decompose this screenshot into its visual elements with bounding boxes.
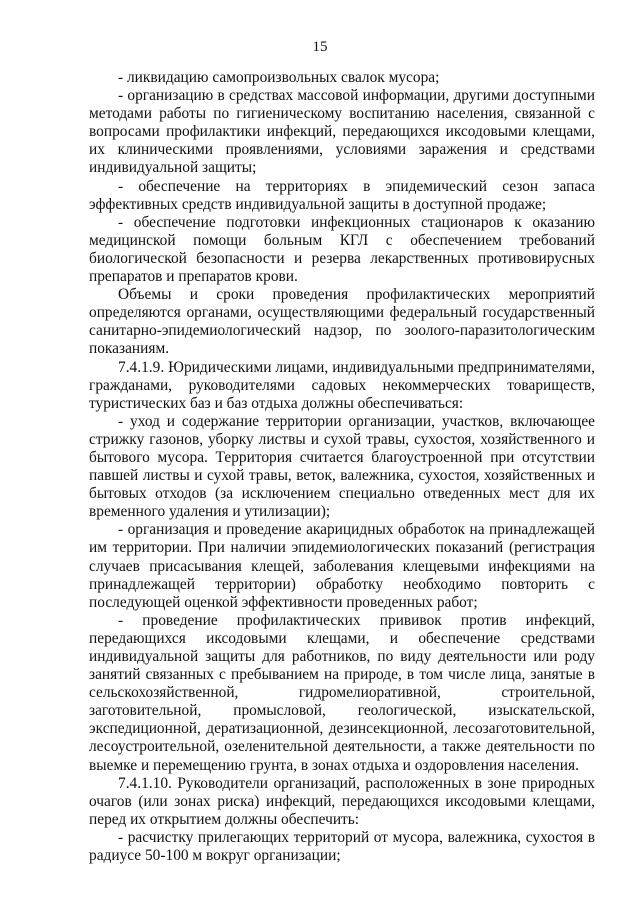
- paragraph-media-education: - организацию в средствах массовой информации, другими доступными методами работы по гигиеническому воспитанию населения, связанной с вопросами профилактики инфекций, передающихся иксодовыми клещами, их клиническими проявлениями, условиями заражения и средствами индивидуальной защиты;: [89, 87, 595, 177]
- paragraph-hospital-preparation: - обеспечение подготовки инфекционных стационаров к оказанию медицинской помощи больным КГЛ с обеспечением требований биологической безопасности и резерва лекарственных противовирусных препаратов и препаратов крови.: [89, 213, 595, 286]
- paragraph-section-7-4-1-9: 7.4.1.9. Юридическими лицами, индивидуальными предпринимателями, гражданами, руководителями садовых некоммерческих товариществ, туристических баз и баз отдыха должны обеспечиваться:: [89, 358, 595, 412]
- paragraph-volumes-terms: Объемы и сроки проведения профилактических мероприятий определяются органами, осуществляющими федеральный государственный санитарно-эпидемиологический надзор, по зоолого-паразитологическим показаниям.: [89, 286, 595, 358]
- paragraph-acaricide-treatment: - организация и проведение акарицидных обработок на принадлежащей им территории. При наличии эпидемиологических показаний (регистрация случаев присасывания клещей, заболевания клещевыми инфекциями на принадлежащей территории) обработку необходимо повторить с последующей оценкой эффективности проведенных работ;: [89, 521, 595, 611]
- page-number: 15: [312, 39, 328, 55]
- paragraph-section-7-4-1-10: 7.4.1.10. Руководители организаций, расположенных в зоне природных очагов (или зонах риска) инфекций, передающихся иксодовыми клещами, перед их открытием должны обеспечить:: [89, 774, 595, 828]
- paragraph-dumps-elimination: - ликвидацию самопроизвольных свалок мусора;: [118, 69, 440, 86]
- paragraph-area-clearing: - расчистку прилегающих территорий от мусора, валежника, сухостоя в радиусе 50-100 м вокруг организации;: [89, 828, 595, 865]
- paragraph-vaccination: - проведение профилактических прививок против инфекций, передающихся иксодовыми клещами, и обеспечение средствами индивидуальной защиты для работников, по виду деятельности или роду занятий связанных с пребыванием на природе, в том числе лица, занятые в сельскохозяйственной, гидромелиоративной, строительной, заготовительной, промысловой, геологической, изыскательской, экспедиционной, дератизационной, дезинсекционной, лесозаготовительной, лесоустроительной, озеленительной деятельности, а также деятельности по выемке и перемещению грунта, в зонах отдыха и оздоровления населения.: [89, 611, 595, 774]
- paragraph-territory-care: - уход и содержание территории организации, участков, включающее стрижку газонов, уборку листвы и сухой травы, сухостоя, хозяйственного и бытового мусора. Территория считается благоустроенной при отсутствии павшей листвы и сухой травы, веток, валежника, сухостоя, хозяйственных и бытовых отходов (за исключением специально отведенных мест для их временного удаления и утилизации);: [89, 412, 595, 521]
- paragraph-protection-supply: - обеспечение на территориях в эпидемический сезон запаса эффективных средств индивидуальной защиты в доступной продаже;: [89, 177, 595, 213]
- body-text: [89, 69, 595, 865]
